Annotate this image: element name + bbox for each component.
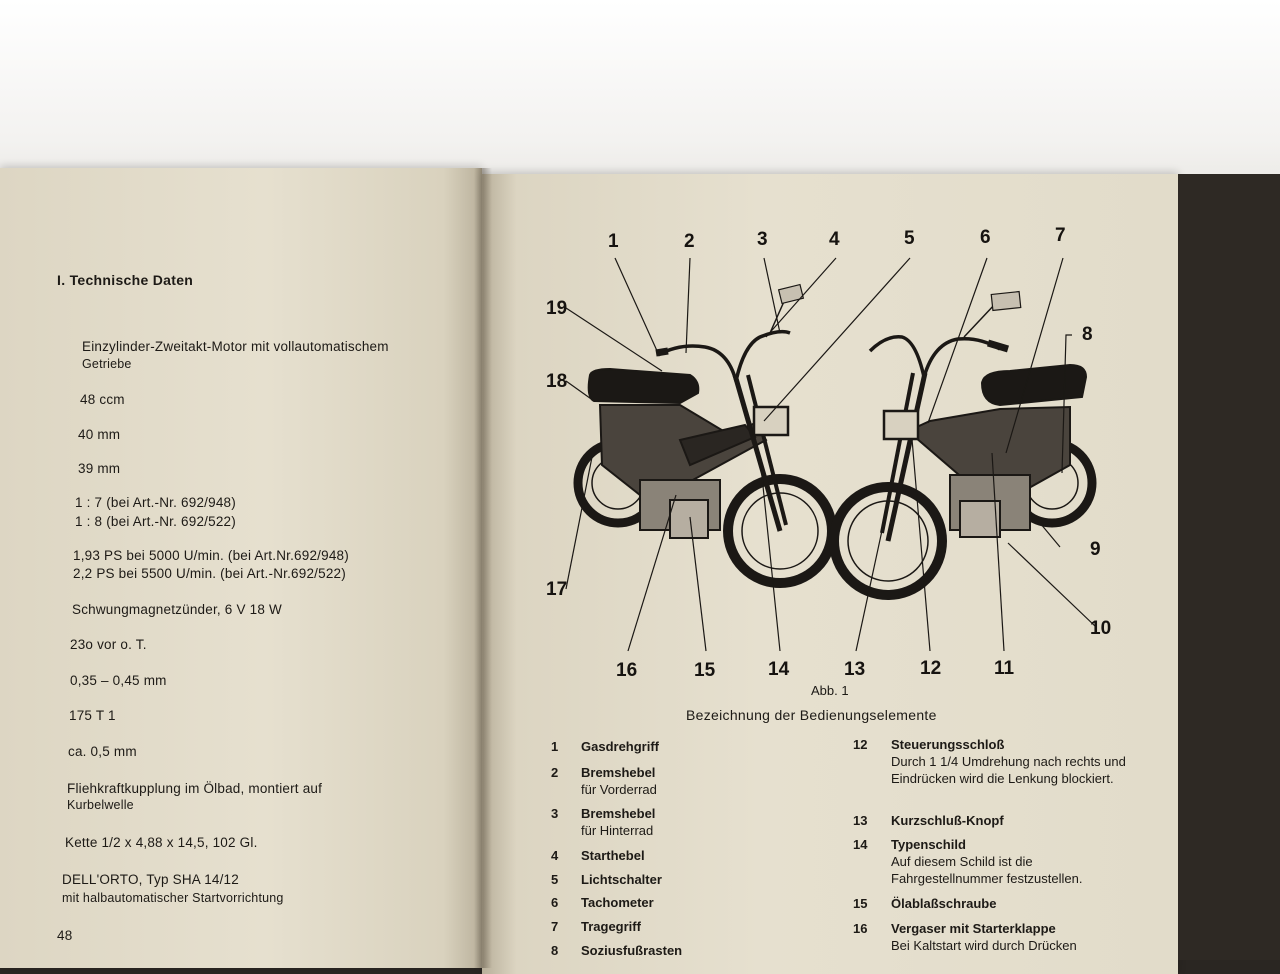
callout-number: 9 <box>1090 539 1101 560</box>
callout-number: 3 <box>757 229 768 250</box>
spec-line: 1,93 PS bei 5000 U/min. (bei Art.Nr.692/948) <box>73 548 349 563</box>
callout-number: 19 <box>546 298 568 319</box>
item-label: Bremshebel <box>581 806 656 821</box>
callout-number: 8 <box>1082 324 1093 345</box>
callout-number: 6 <box>980 227 991 248</box>
callout-number: 5 <box>904 228 915 249</box>
item-description: Durch 1 1/4 Umdrehung nach rechts und Eindrücken wird die Lenkung blockiert. <box>891 754 1126 786</box>
spec-line: Kette 1/2 x 4,88 x 14,5, 102 Gl. <box>65 835 258 850</box>
item-number: 16 <box>853 921 868 936</box>
item-label: Steuerungsschloß <box>891 737 1005 752</box>
item-number: 7 <box>551 919 559 934</box>
callout-number: 10 <box>1090 618 1112 639</box>
spec-line: DELL'ORTO, Typ SHA 14/12 <box>62 872 239 887</box>
spec-line: ca. 0,5 mm <box>68 744 137 759</box>
item-number: 4 <box>551 848 559 863</box>
item-label: Gasdrehgriff <box>581 739 660 754</box>
item-description: für Vorderrad <box>581 782 657 797</box>
item-label: Typenschild <box>891 837 966 852</box>
section-title: I. Technische Daten <box>57 272 194 288</box>
spec-line: 23o vor o. T. <box>70 637 147 652</box>
book-gutter <box>474 168 492 968</box>
item-description: Auf diesem Schild ist die Fahrgestellnummer festzustellen. <box>891 854 1083 886</box>
item-label: Bremshebel <box>581 765 656 780</box>
item-label: Kurzschluß-Knopf <box>891 813 1004 828</box>
moped-right <box>834 292 1092 595</box>
item-number: 1 <box>551 739 559 754</box>
item-label: Ölablaßschraube <box>891 896 997 911</box>
item-number: 15 <box>853 896 868 911</box>
item-description: Bei Kaltstart wird durch Drücken <box>891 938 1077 953</box>
callout-number: 12 <box>920 658 942 679</box>
callout-number: 1 <box>608 231 619 252</box>
callout-number: 4 <box>829 229 840 250</box>
item-label: Starthebel <box>581 848 645 863</box>
callout-number: 14 <box>768 659 790 680</box>
spec-line: Einzylinder-Zweitakt-Motor mit vollautomatischem <box>82 339 389 354</box>
spec-line: 1 : 8 (bei Art.-Nr. 692/522) <box>75 514 236 529</box>
moped-illustration <box>530 225 1130 695</box>
item-number: 2 <box>551 765 559 780</box>
item-number: 13 <box>853 813 868 828</box>
callout-number: 18 <box>546 371 568 392</box>
spec-line: Kurbelwelle <box>67 798 134 812</box>
item-number: 8 <box>551 943 559 958</box>
spec-line: Fliehkraftkupplung im Ölbad, montiert auf <box>67 781 323 796</box>
spec-line: 48 ccm <box>80 392 125 407</box>
callout-number: 15 <box>694 660 716 681</box>
spec-line: mit halbautomatischer Startvorrichtung <box>62 891 284 905</box>
seat-left <box>589 369 699 403</box>
callout-number: 16 <box>616 660 638 681</box>
item-number: 3 <box>551 806 559 821</box>
callout-number: 17 <box>546 579 568 600</box>
spec-line: 0,35 – 0,45 mm <box>70 673 167 688</box>
figure-subtitle: Bezeichnung der Bedienungselemente <box>686 707 937 723</box>
moped-left <box>578 285 832 583</box>
spec-line: Schwungmagnetzünder, 6 V 18 W <box>72 602 282 617</box>
callout-number: 11 <box>994 658 1015 679</box>
spec-line: Getriebe <box>82 357 132 371</box>
figure-caption: Abb. 1 <box>811 683 849 698</box>
item-label: Tachometer <box>581 895 654 910</box>
spec-line: 2,2 PS bei 5500 U/min. (bei Art.-Nr.692/522) <box>73 566 346 581</box>
item-description: für Hinterrad <box>581 823 654 838</box>
item-number: 6 <box>551 895 559 910</box>
callout-number: 7 <box>1055 225 1066 246</box>
item-label: Tragegriff <box>581 919 641 934</box>
callout-number: 13 <box>844 659 866 680</box>
page-number: 48 <box>57 928 73 943</box>
spec-line: 1 : 7 (bei Art.-Nr. 692/948) <box>75 495 236 510</box>
item-label: Vergaser mit Starterklappe <box>891 921 1056 936</box>
spec-line: 39 mm <box>78 461 121 476</box>
item-number: 5 <box>551 872 559 887</box>
spec-line: 175 T 1 <box>69 708 116 723</box>
background-surface-right <box>1178 174 1280 960</box>
item-label: Lichtschalter <box>581 872 662 887</box>
item-number: 14 <box>853 837 868 852</box>
seat-right <box>982 365 1086 405</box>
item-label: Soziusfußrasten <box>581 943 683 958</box>
callout-number: 2 <box>684 231 695 252</box>
item-number: 12 <box>853 737 868 752</box>
spec-line: 40 mm <box>78 427 121 442</box>
